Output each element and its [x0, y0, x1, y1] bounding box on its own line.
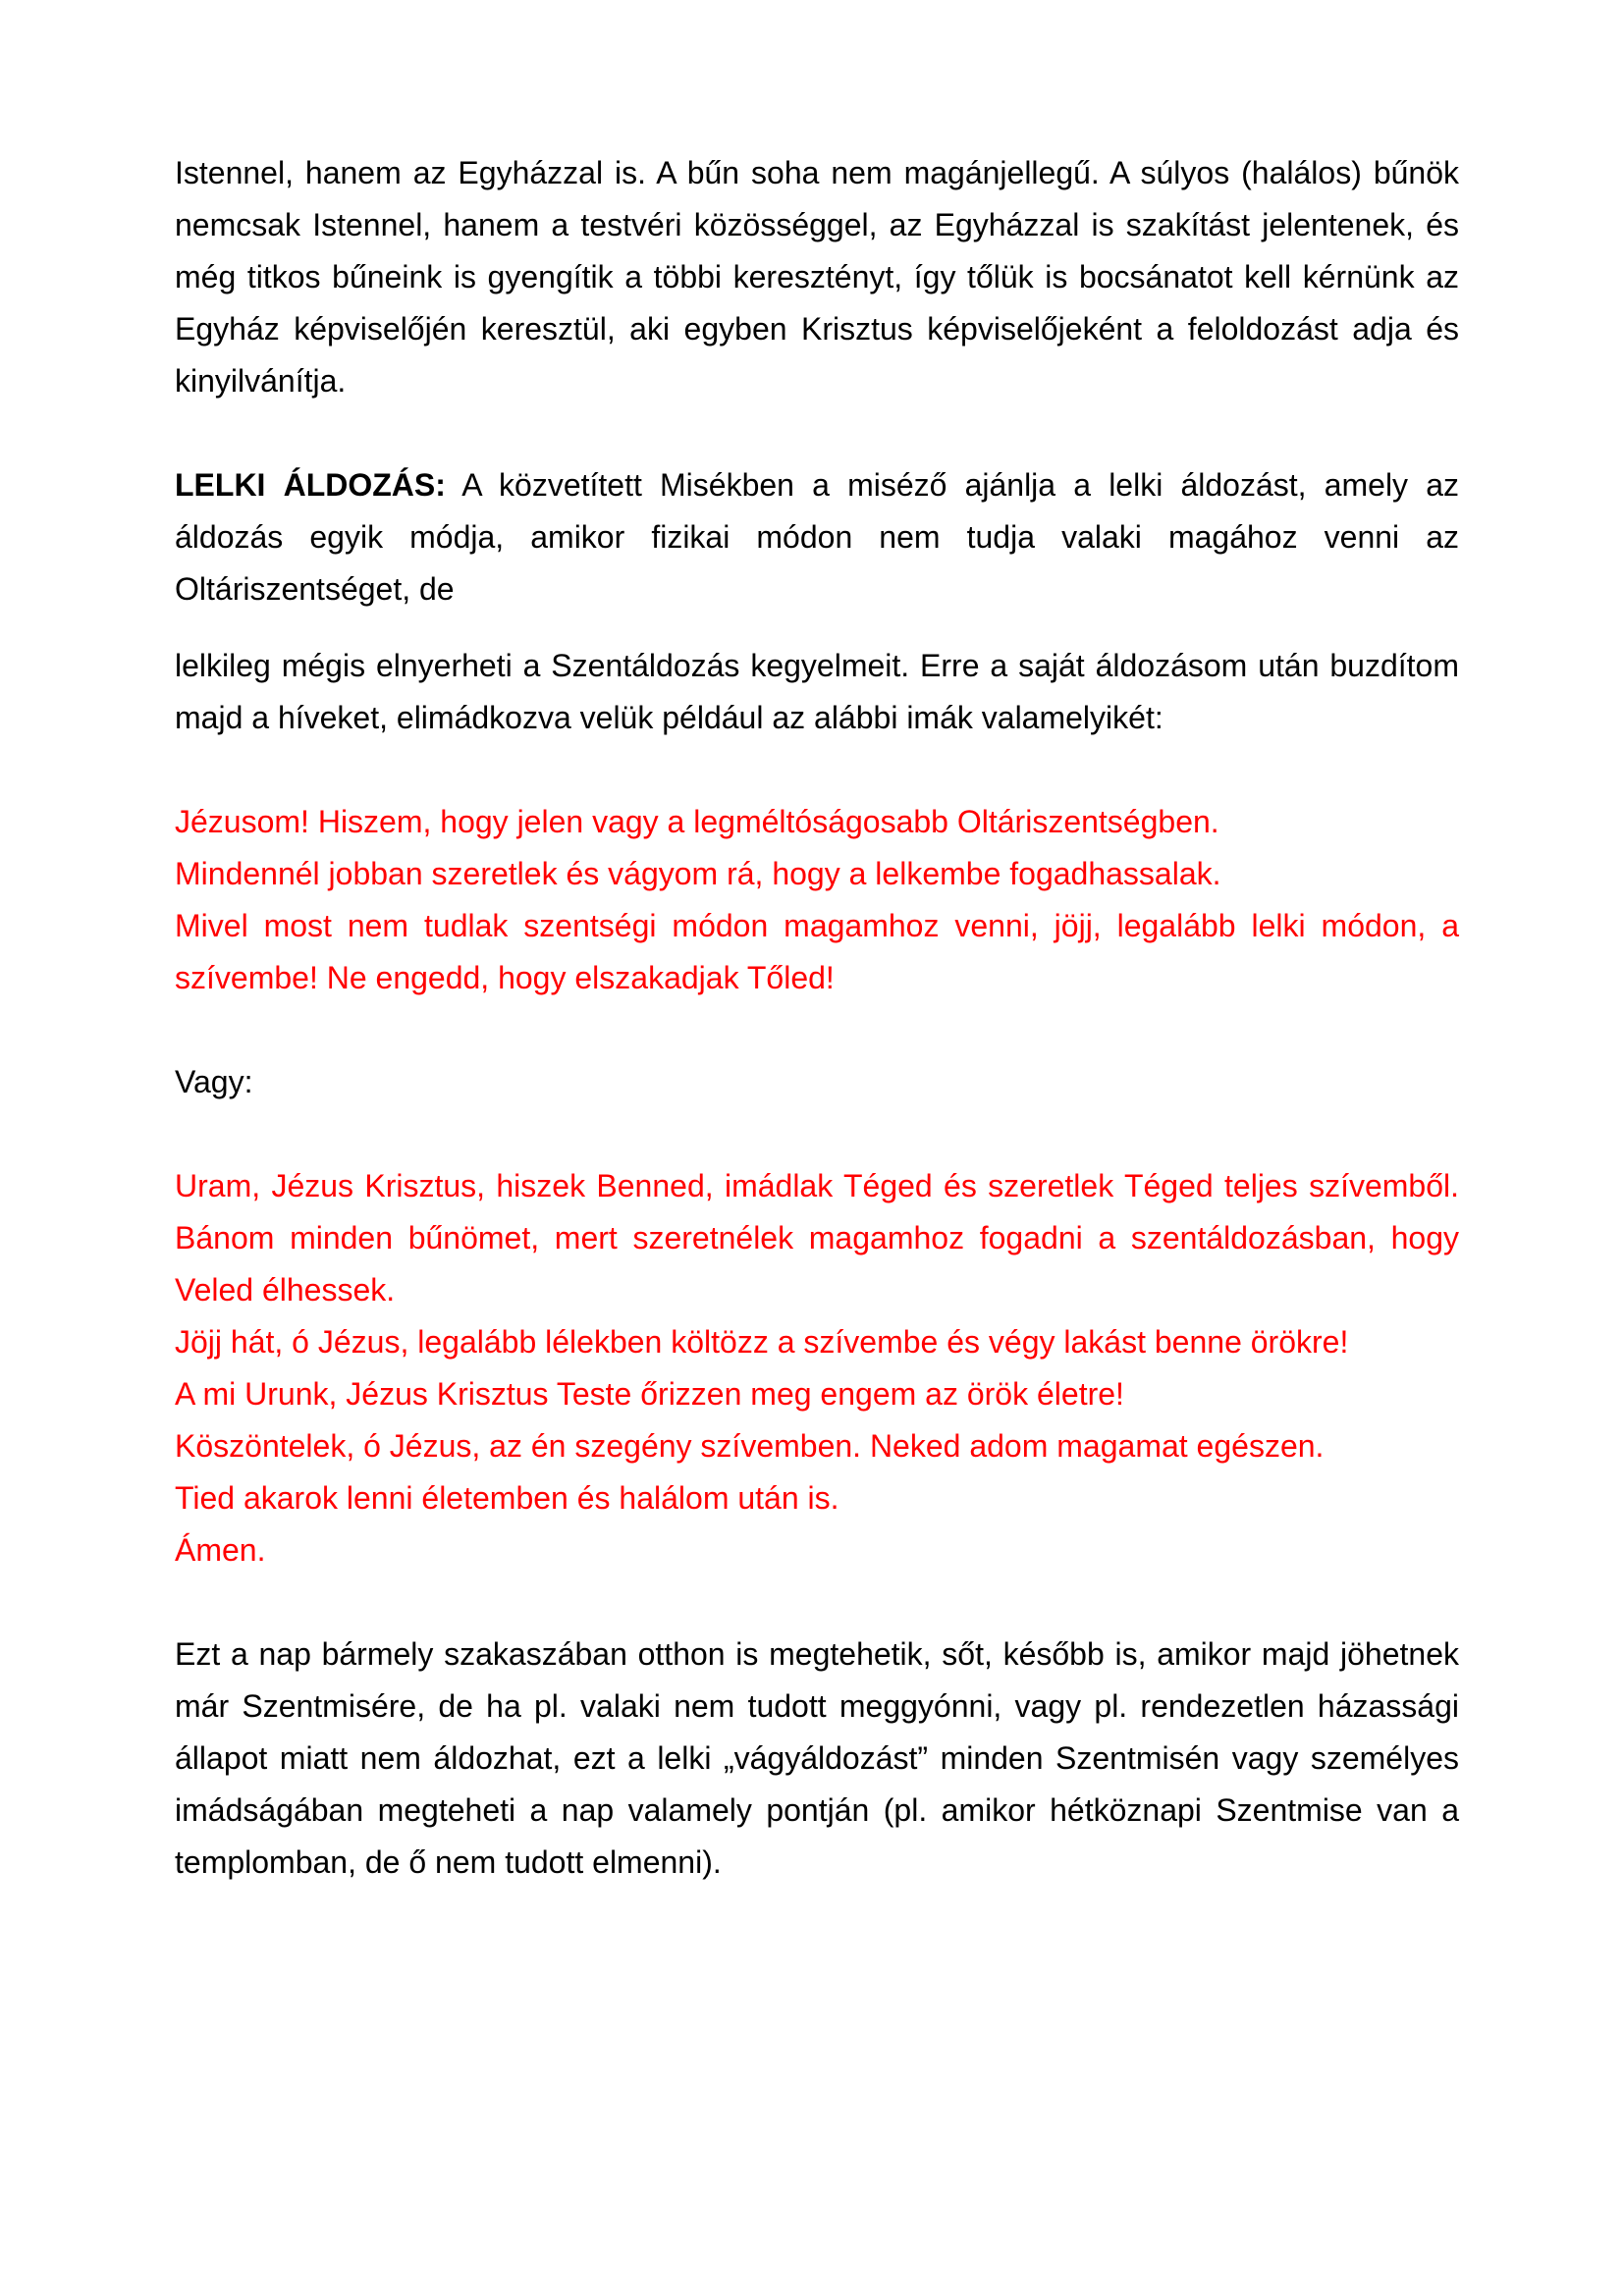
prayer1-line: Mindennél jobban szeretlek és vágyom rá, hogy a lelkembe fogadhassalak.	[175, 856, 1221, 891]
paragraph-spiritual-communion	[175, 459, 1459, 615]
vagy-label: Vagy:	[175, 1064, 253, 1099]
paragraph-sin-and-church: Istennel, hanem az Egyházzal is. A bűn soha nem magánjellegű. A súlyos (halálos) bűnök nemcsak Istennel, hanem a testvéri közösséggel, az Egyházzal is szakítást jelentenek, és még titkos bűneink is gyengítik a többi keresztényt, így tőlük is bocsánatot kell kérnünk az Egyház képviselőjén keresztül, aki egyben Krisztus képviselőjeként a feloldozást adja és kinyilvánítja.	[175, 155, 1459, 399]
prayer1-line: Mivel most nem tudlak szentségi módon magamhoz venni, jöjj, legalább lelki módon, a szívembe! Ne engedd, hogy elszakadjak Tőled!	[175, 908, 1459, 995]
document-page	[175, 147, 1459, 1889]
prayer1-line: Jézusom! Hiszem, hogy jelen vagy a legméltóságosabb Oltáriszentségben.	[175, 804, 1219, 839]
prayer2-line: Köszöntelek, ó Jézus, az én szegény szívemben. Neked adom magamat egészen.	[175, 1428, 1325, 1464]
prayer2-line: A mi Urunk, Jézus Krisztus Teste őrizzen meg engem az örök életre!	[175, 1376, 1124, 1412]
prayer-block-1	[175, 796, 1459, 1004]
prayer2-amen: Ámen.	[175, 1532, 266, 1568]
prayer2-line: Jöjj hát, ó Jézus, legalább lélekben költözz a szívembe és végy lakást benne örökre!	[175, 1324, 1349, 1360]
prayer-block-2	[175, 1160, 1459, 1576]
paragraph-spiritual-communion-continued: lelkileg mégis elnyerheti a Szentáldozás kegyelmeit. Erre a saját áldozásom után buzdítom majd a híveket, elimádkozva velük például az alábbi imák valamelyikét:	[175, 648, 1459, 735]
paragraph-spiritual-communion-body: A közvetített Misékben a miséző ajánlja a lelki áldozást, amely az áldozás egyik módja, amikor fizikai módon nem tudja valaki magához venni az Oltáriszentséget, de	[175, 467, 1460, 607]
section-heading-lelki-aldozas: LELKI ÁLDOZÁS:	[175, 467, 446, 503]
prayer2-line: Tied akarok lenni életemben és halálom után is.	[175, 1480, 839, 1516]
paragraph-closing: Ezt a nap bármely szakaszában otthon is megtehetik, sőt, később is, amikor majd jöhetnek már Szentmisére, de ha pl. valaki nem tudott meggyónni, vagy pl. rendezetlen házassági állapot miatt nem áldozhat, ezt a lelki „vágyáldozást” minden Szentmisén vagy személyes imádságában megteheti a nap valamely pontján (pl. amikor hétköznapi Szentmise van a templomban, de ő nem tudott elmenni).	[175, 1636, 1459, 1880]
prayer2-line: Uram, Jézus Krisztus, hiszek Benned, imádlak Téged és szeretlek Téged teljes szívemből. Bánom minden bűnömet, mert szeretnélek magamhoz fogadni a szentáldozásban, hogy Veled élhessek.	[175, 1168, 1459, 1308]
